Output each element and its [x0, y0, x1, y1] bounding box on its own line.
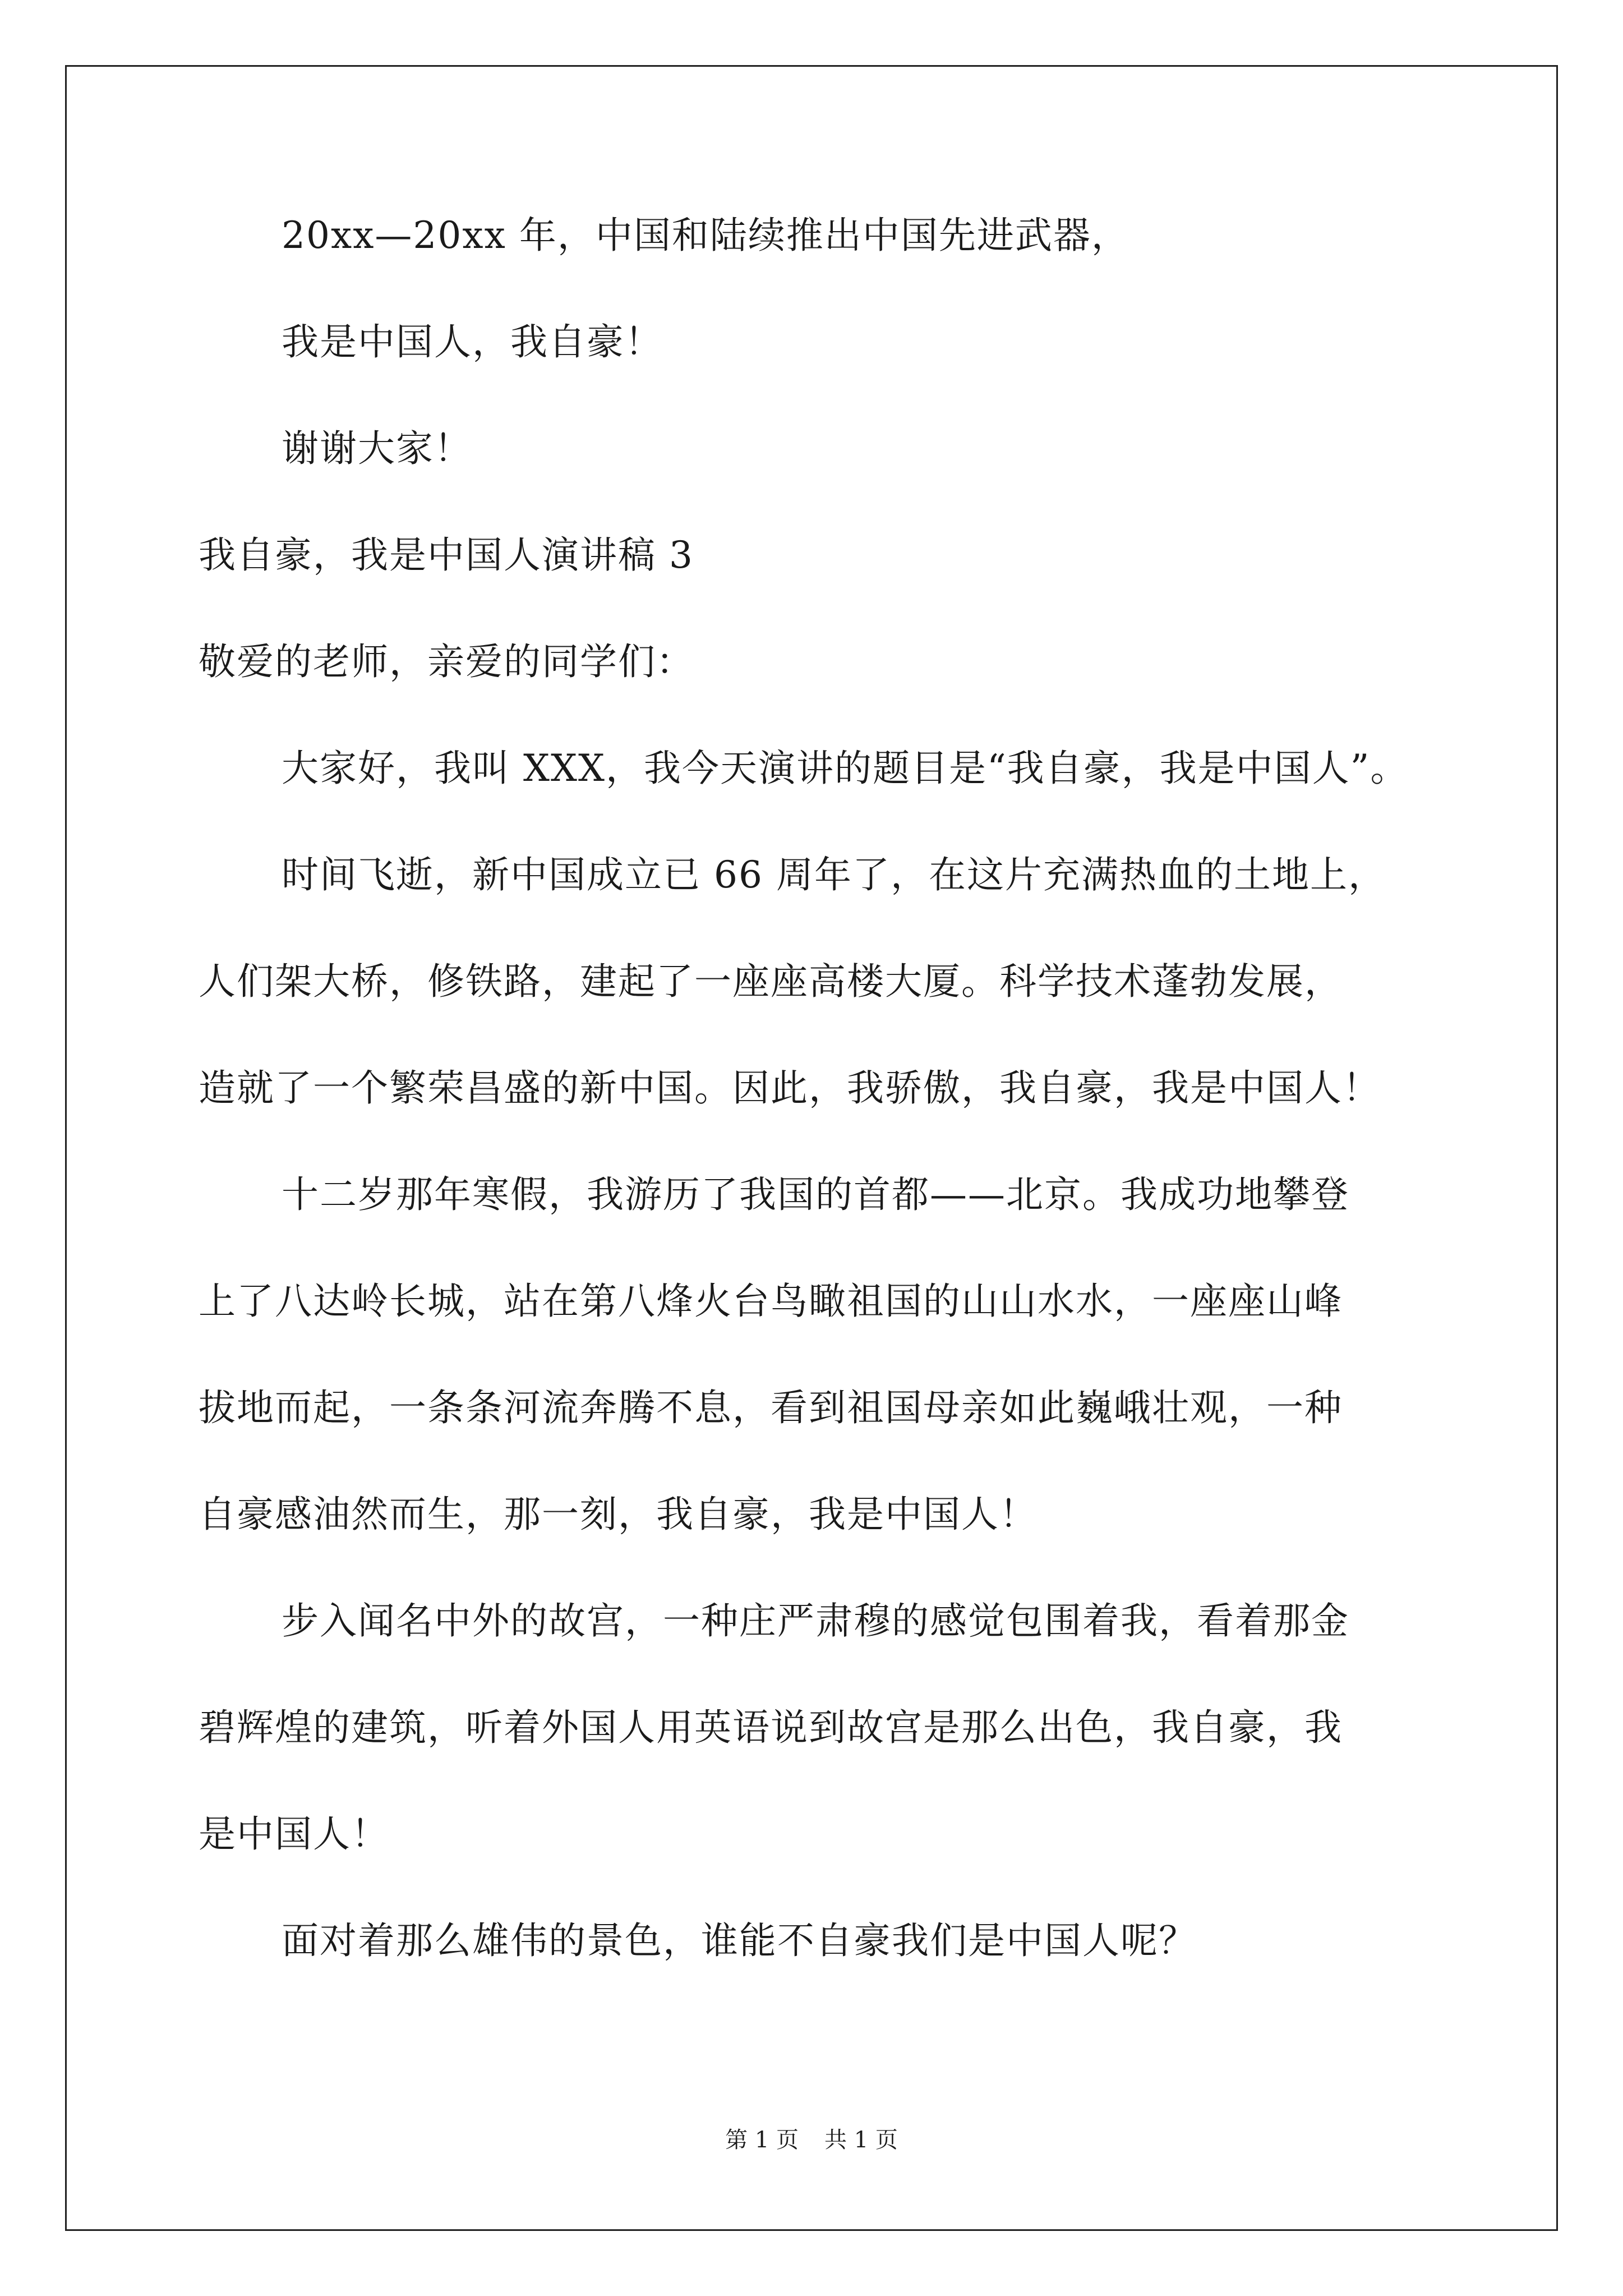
paragraph-line: 拔地而起，一条条河流奔腾不息，看到祖国母亲如此巍峨壮观，一种: [199, 1386, 1343, 1429]
salutation-line: 敬爱的老师，亲爱的同学们：: [199, 640, 694, 683]
paragraph-line: 谢谢大家！: [282, 427, 472, 470]
paragraph-line: 面对着那么雄伟的景色，谁能不自豪我们是中国人呢？: [282, 1919, 1197, 1962]
paragraph-line: 人们架大桥，修铁路，建起了一座座高楼大厦。科学技术蓬勃发展，: [199, 960, 1343, 1003]
paragraph-line: 步入闻名中外的故宫，一种庄严肃穆的感觉包围着我，看着那金: [282, 1599, 1349, 1642]
paragraph-line: 碧辉煌的建筑，听着外国人用英语说到故宫是那么出色，我自豪，我: [199, 1706, 1343, 1749]
paragraph-line: 大家好，我叫 XXX，我今天演讲的题目是“我自豪，我是中国人”。: [282, 747, 1409, 790]
paragraph-line: 是中国人！: [199, 1812, 389, 1856]
paragraph-line: 十二岁那年寒假，我游历了我国的首都——北京。我成功地攀登: [282, 1173, 1349, 1216]
page-footer: [0, 2126, 1623, 2154]
paragraph-line: 造就了一个繁荣昌盛的新中国。因此，我骄傲，我自豪，我是中国人！: [199, 1066, 1381, 1110]
section-heading: 我自豪，我是中国人演讲稿 3: [199, 533, 694, 577]
paragraph-line: 时间飞逝，新中国成立已 66 周年了，在这片充满热血的土地上，: [282, 853, 1386, 896]
page-number-total: 共 1 页: [824, 2127, 898, 2153]
page-frame: [65, 65, 1558, 2231]
paragraph-line: 20xx—20xx 年，中国和陆续推出中国先进武器，: [282, 214, 1129, 257]
paragraph-line: 我是中国人，我自豪！: [282, 320, 663, 364]
page-number-current: 第 1 页: [725, 2127, 799, 2153]
paragraph-line: 自豪感油然而生，那一刻，我自豪，我是中国人！: [199, 1493, 1038, 1536]
paragraph-line: 上了八达岭长城，站在第八烽火台鸟瞰祖国的山山水水，一座座山峰: [199, 1280, 1343, 1323]
